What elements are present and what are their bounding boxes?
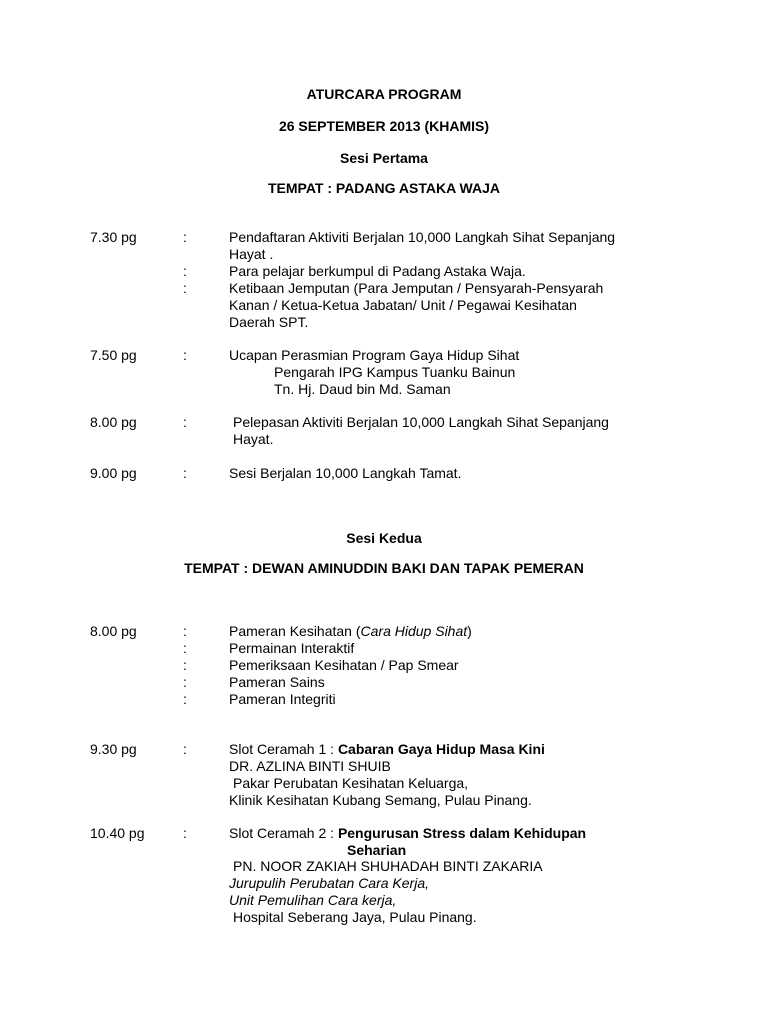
- entry-text: [229, 741, 545, 758]
- slot-topic-continued: [347, 842, 406, 859]
- entry-time: 7.50 pg: [90, 347, 137, 363]
- speaker-place: Klinik Kesihatan Kubang Semang, Pulau Pinang.: [229, 792, 532, 808]
- speaker-role: Pakar Perubatan Kesihatan Keluarga,: [233, 775, 469, 791]
- entry-time: 8.00 pg: [90, 414, 137, 430]
- entry-text: [229, 825, 586, 842]
- speaker-unit-italic: Unit Pemulihan Cara kerja,: [229, 892, 397, 908]
- entry-text: Hayat.: [233, 431, 274, 447]
- slot-topic: Cabaran Gaya Hidup Masa Kini: [337, 741, 545, 757]
- entry-text: Kanan / Ketua-Ketua Jabatan/ Unit / Pegawai Kesihatan: [229, 297, 577, 313]
- separator: :: [183, 691, 187, 707]
- speaker-name: PN. NOOR ZAKIAH SHUHADAH BINTI ZAKARIA: [233, 858, 543, 874]
- entry-time: 10.40 pg: [90, 825, 145, 841]
- speaker-name: DR. AZLINA BINTI SHUIB: [229, 758, 391, 774]
- entry-text-part: ): [467, 623, 472, 639]
- speaker-role: [229, 875, 429, 892]
- slot-prefix: Slot Ceramah 2 :: [229, 825, 338, 841]
- entry-text: Sesi Berjalan 10,000 Langkah Tamat.: [229, 465, 462, 481]
- entry-time: 9.30 pg: [90, 741, 137, 757]
- entry-text: [229, 623, 472, 640]
- slot-topic: Pengurusan Stress dalam Kehidupan: [337, 825, 587, 841]
- separator: :: [183, 657, 187, 673]
- slot-prefix: Slot Ceramah 1 :: [229, 741, 338, 757]
- session1-title: Sesi Pertama: [340, 150, 428, 166]
- speaker-unit: [229, 892, 396, 909]
- entry-text: Daerah SPT.: [229, 314, 309, 330]
- entry-text: Pengarah IPG Kampus Tuanku Bainun: [274, 364, 516, 380]
- entry-text: Pelepasan Aktiviti Berjalan 10,000 Langkah Sihat Sepanjang: [233, 414, 609, 430]
- separator: :: [183, 263, 187, 279]
- entry-text-italic: Cara Hidup Sihat: [360, 623, 468, 639]
- separator: :: [183, 414, 187, 430]
- entry-text: Permainan Interaktif: [229, 640, 355, 656]
- entry-text: Pendaftaran Aktiviti Berjalan 10,000 Langkah Sihat Sepanjang: [229, 229, 616, 245]
- separator: :: [183, 741, 187, 757]
- entry-text: Tn. Hj. Daud bin Md. Saman: [274, 381, 451, 397]
- session2-title: Sesi Kedua: [346, 530, 422, 546]
- slot-topic: Seharian: [347, 842, 407, 858]
- separator: :: [183, 674, 187, 690]
- entry-text: Ucapan Perasmian Program Gaya Hidup Sihat: [229, 347, 520, 363]
- separator: :: [183, 280, 187, 296]
- separator: :: [183, 465, 187, 481]
- speaker-place: Hospital Seberang Jaya, Pulau Pinang.: [233, 909, 477, 925]
- session1-venue: TEMPAT : PADANG ASTAKA WAJA: [267, 180, 501, 196]
- entry-text: Hayat .: [229, 246, 274, 262]
- separator: :: [183, 229, 187, 245]
- separator: :: [183, 640, 187, 656]
- entry-text: Pemeriksaan Kesihatan / Pap Smear: [229, 657, 459, 673]
- entry-text: Para pelajar berkumpul di Padang Astaka Waja.: [229, 263, 526, 279]
- entry-text-part: Pameran Kesihatan (: [229, 623, 361, 639]
- entry-text: Pameran Integriti: [229, 691, 336, 707]
- entry-text: Ketibaan Jemputan (Para Jemputan / Pensyarah-Pensyarah: [229, 280, 604, 296]
- entry-time: 7.30 pg: [90, 229, 137, 245]
- document-title: ATURCARA PROGRAM: [306, 86, 462, 102]
- session2-venue: TEMPAT : DEWAN AMINUDDIN BAKI DAN TAPAK PEMERAN: [184, 560, 584, 576]
- entry-time: 9.00 pg: [90, 465, 137, 481]
- separator: :: [183, 623, 187, 639]
- entry-time: 8.00 pg: [90, 623, 137, 639]
- document-date: 26 SEPTEMBER 2013 (KHAMIS): [278, 118, 490, 134]
- speaker-role-italic: Jurupulih Perubatan Cara Kerja,: [229, 875, 430, 891]
- separator: :: [183, 347, 187, 363]
- separator: :: [183, 825, 187, 841]
- entry-text: Pameran Sains: [229, 674, 325, 690]
